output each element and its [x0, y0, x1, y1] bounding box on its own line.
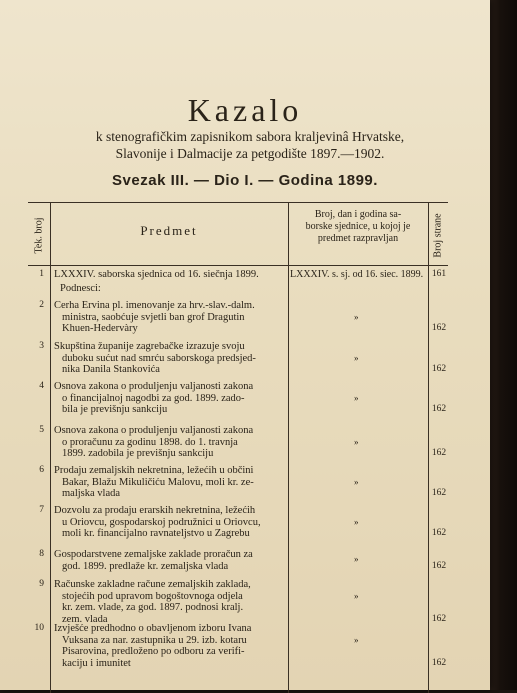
- row-subject-line: Osnova zakona o produljenju valjanosti zakona: [54, 425, 254, 436]
- row-subject-line: Prodaju zemaljskih nekretnina, ležećih u občini: [54, 465, 254, 476]
- row-subject-line: bila je previšnju sankciju: [62, 404, 168, 415]
- row-number: 2: [39, 300, 44, 310]
- ditto-mark: »: [354, 476, 359, 487]
- row-subject-line: o financijalnoj nagodbi za god. 1899. zado-: [62, 392, 245, 404]
- row-subject: [54, 381, 286, 416]
- row-subject-line: zem. vlada: [62, 613, 108, 625]
- row-subject-line: Pisarovina, predloženo po odboru za verifi-: [62, 646, 245, 657]
- row-number: 8: [39, 549, 44, 559]
- row-number: 5: [39, 425, 44, 435]
- ditto-mark: »: [354, 590, 359, 601]
- row-subject-line: Izvješće predhodno o obavljenom izboru Ivana: [54, 623, 252, 634]
- row-subject-line: nika Danila Stankovića: [62, 364, 160, 375]
- row-number: 1: [39, 269, 44, 279]
- subtitle-line-1: k stenografičkim zapisnikom sabora kraljevinâ Hrvatske,: [95, 129, 405, 144]
- column-divider: [428, 203, 429, 693]
- row-subject: LXXXIV. saborska sjednica od 16. siečnja 1899.: [54, 269, 259, 280]
- row-subject-line: kr. zem. vlade, za god. 1897. podnosi kralj.: [62, 602, 244, 613]
- row-subject-line: Vuksana za nar. zastupnika u 29. izb. kotaru: [62, 634, 247, 646]
- row-page: 162: [431, 657, 447, 668]
- subtitle-line-2: Slavonije i Dalmacije za petgodište 1897.—1902.: [115, 146, 385, 161]
- row-subject: [54, 425, 286, 460]
- row-subject-line: Dozvolu za prodaju erarskih nekretnina, ležećih: [54, 505, 256, 516]
- row-session: LXXXIV. s. sj. od 16. siec. 1899.: [290, 269, 424, 280]
- row-page: 162: [431, 448, 447, 458]
- ditto-mark: »: [354, 634, 359, 645]
- column-divider: [288, 203, 289, 693]
- row-subject: [54, 549, 286, 572]
- row-subject-line: moli kr. financijalno ravnateljstvo u Zagrebu: [62, 528, 250, 539]
- row-subject: [54, 623, 286, 669]
- ditto-mark: »: [354, 311, 359, 322]
- row-subject-line: Računske zakladne račune zemaljskih zaklada,: [54, 579, 251, 590]
- row-number: 6: [39, 465, 44, 475]
- row-subject-line: Osnova zakona o produljenju valjanosti zakona: [54, 381, 254, 392]
- row-subject: [54, 579, 286, 625]
- row-page: 162: [431, 404, 447, 414]
- row-page: 162: [431, 488, 447, 498]
- row-page: 161: [431, 269, 447, 279]
- header-predmet: Predmet: [140, 223, 198, 238]
- row-subject-line: kaciju i imunitet: [62, 657, 131, 669]
- section-label: Podnesci:: [60, 283, 101, 294]
- index-table: [28, 202, 448, 693]
- row-number: 3: [39, 341, 44, 351]
- row-subject-line: maljska vlada: [62, 488, 121, 499]
- row-page: 162: [431, 323, 447, 333]
- row-page: 162: [431, 613, 447, 624]
- row-subject: [54, 300, 286, 335]
- ditto-mark: »: [354, 352, 359, 363]
- row-number: 9: [39, 579, 44, 589]
- row-number: 10: [34, 623, 44, 633]
- row-subject-line: 1899. zadobila je previšnju sankciju: [62, 448, 214, 459]
- document-subtitle: [40, 128, 460, 162]
- row-page: 162: [431, 528, 447, 538]
- row-subject-line: god. 1899. predlaže kr. zemaljska vlada: [62, 560, 229, 572]
- row-page: 162: [431, 364, 447, 374]
- ditto-mark: »: [354, 516, 359, 527]
- row-subject-line: ministra, saobćuje svjetli ban grof Dragutin: [62, 311, 245, 323]
- row-subject: [54, 505, 286, 540]
- row-subject-line: Skupština županije zagrebačke izrazuje svoju: [54, 341, 245, 352]
- header-rule: [28, 265, 448, 266]
- row-subject: [54, 465, 286, 500]
- ditto-mark: »: [354, 392, 359, 403]
- row-subject-line: Bakar, Blažu Mikuličiću Malovu, moli kr. ze-: [62, 476, 254, 488]
- row-subject: [54, 341, 286, 376]
- row-subject-line: Khuen-Hedervàry: [62, 323, 138, 334]
- row-subject-line: stojećih pod upravom bogoštovnoga odjela: [62, 590, 243, 602]
- row-subject-line: o proračunu za godinu 1898. do 1. travnja: [62, 436, 238, 448]
- row-subject-line: Gospodarstvene zemaljske zaklade proračun za: [54, 549, 253, 560]
- ditto-mark: »: [354, 554, 359, 564]
- row-subject-line: u Oriovcu, gospodarskoj podružnici u Oriovcu,: [62, 516, 261, 528]
- volume-heading: Svezak III. — Dio I. — Godina 1899.: [112, 172, 378, 189]
- header-tek-broj: Tek. broj: [33, 217, 45, 253]
- ditto-mark: »: [354, 436, 359, 447]
- row-number: 7: [39, 505, 44, 515]
- row-page: 162: [431, 560, 447, 571]
- header-broj-strane: Broj strane: [432, 212, 444, 258]
- row-subject-line: Cerha Ervina pl. imenovanje za hrv.-slav.-dalm.: [54, 300, 255, 311]
- document-title: Kazalo: [187, 92, 303, 128]
- row-number: 4: [39, 381, 44, 391]
- row-subject-line: duboku sućut nad smrću saborskoga predsjed-: [62, 352, 256, 364]
- header-session: Broj, dan i godina sa- borske sjednice, u kojoj je predmet razpravljan: [305, 209, 411, 244]
- column-divider: [50, 203, 51, 693]
